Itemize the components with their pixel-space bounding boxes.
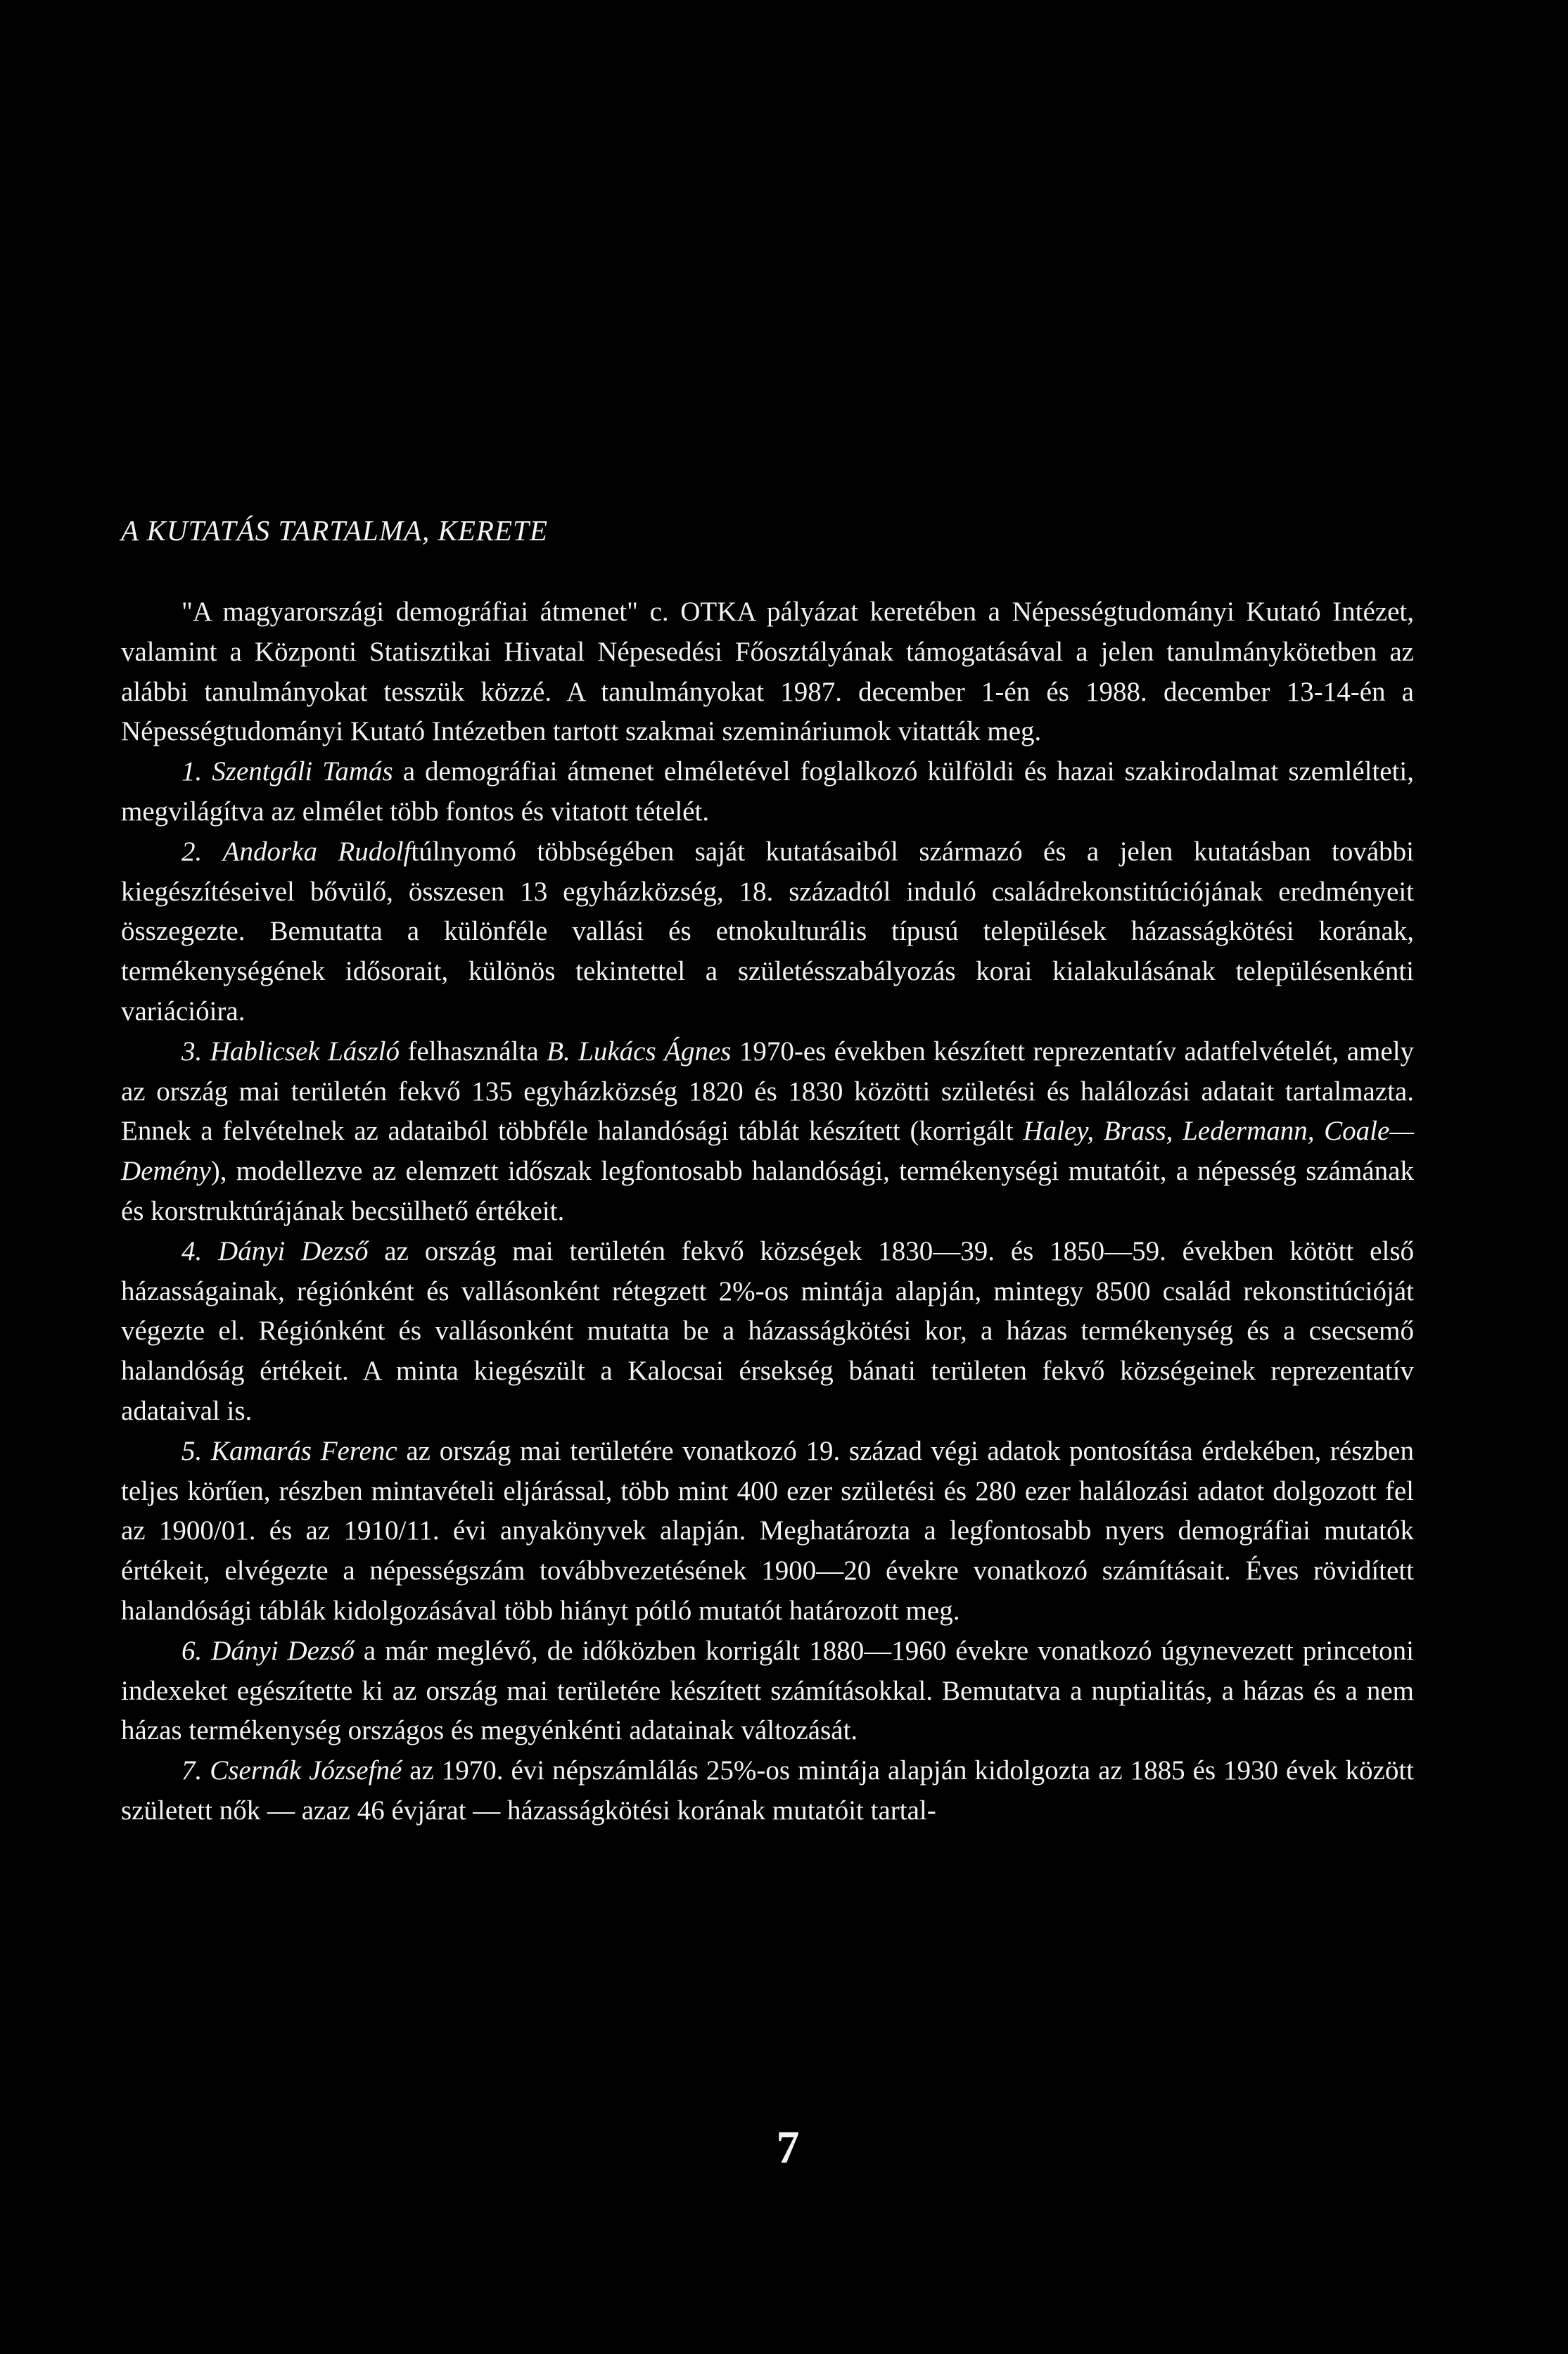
item-author: Csernák Józsefné [210, 1755, 402, 1786]
item-text: az ország mai területén fekvő községek 1830—39. és 1850—59. években kötött első házasságainak, régiónként és vallásonként rétegzett 2%-os mintája alapján, mintegy 8500 család rekonstitúcióját végezte el. Régiónként és vallásonként mutatta be a házasságkötési kor, a házas termékenység és a csecsemő halandóság értékeit. A minta kiegészült a Kalocsai érsekség bánati területen fekvő községeinek reprezentatív adataival is. [121, 1235, 1414, 1426]
item-author: Kamarás Ferenc [210, 1435, 397, 1466]
item-text: a már meglévő, de időközben korrigált 1880—1960 évekre vonatkozó úgynevezett princetoni indexeket egészítette ki az ország mai területére készített számításokkal. Bemutatva a nuptialitás, a házas és a nem házas termékenység országos és megyénkénti adatainak változását. [121, 1635, 1415, 1746]
item-paragraph-2 [121, 832, 1414, 1032]
item-author: Dányi Dezső [211, 1635, 355, 1666]
item-paragraph-6 [121, 1631, 1414, 1751]
item-text: az 1970. évi népszámlálás 25%-os mintája alapján kidolgozta az 1885 és 1930 évek között született nők — azaz 46 évjárat — házasságkötési korának mutatóit tartal- [121, 1755, 1415, 1826]
intro-text: "A magyarországi demográfiai átmenet" c. OTKA pályázat keretében a Népességtudományi Kutató Intézet, valamint a Központi Statisztikai Hivatal Népesedési Főosztályának támogatásával a jelen tanulmánykötetben az alábbi tanulmányokat tesszük közzé. A tanulmányokat 1987. december 1-én és 1988. december 13-14-én a Népességtudományi Kutató Intézetben tartott szakmai szemináriumok vitatták meg. [121, 597, 1414, 747]
item-text: túlnyomó többségében saját kutatásaiból származó és a jelen kutatásban további kiegészítéseivel bővülő, összesen 13 egyházközség, 18. századtól induló családrekonstitúciójának eredményeit összegezte. Bemutatta a különféle vallási és etnokulturális típusú települések házasságkötési korának, termékenységének idősorait, különös tekintettel a születésszabályozás korai kialakulásának településenkénti variációira. [121, 836, 1414, 1026]
item-author-secondary: B. Lukács Ágnes [547, 1036, 732, 1067]
item-methods: Haley, Brass, Ledermann, Coale—Demény [121, 1116, 1415, 1187]
item-paragraph-5 [121, 1432, 1414, 1631]
body-text [121, 592, 1414, 1831]
item-text: a demográfiai átmenet elméletével foglalkozó külföldi és hazai szakirodalmat szemlélteti, megvilágítva az elmélet több fontos és vitatott tételét. [121, 756, 1415, 827]
item-author: Andorka Rudolf [222, 836, 412, 867]
item-number: 6. [181, 1635, 203, 1666]
section-heading: A KUTATÁS TARTALMA, KERETE [121, 514, 548, 547]
intro-paragraph [121, 592, 1414, 752]
item-number: 7. [181, 1755, 203, 1786]
item-text-middle: 1970-es években készített reprezentatív adatfelvételét, amely az ország mai területén fekvő 135 egyházközség 1820 és 1830 közötti születési és halálozási adatait tartalmazta. Ennek a felvételnek az adataiból többféle halandósági táblát készített (korrigált [121, 1036, 1415, 1147]
item-text-before: felhasználta [407, 1036, 539, 1067]
item-paragraph-1 [121, 752, 1414, 832]
item-author: Dányi Dezső [218, 1235, 369, 1266]
item-author: Szentgáli Tamás [212, 756, 393, 787]
item-number: 4. [181, 1235, 203, 1266]
item-number: 1. [181, 756, 203, 787]
item-paragraph-7 [121, 1751, 1414, 1831]
item-text: az ország mai területére vonatkozó 19. század végi adatok pontosítása érdekében, részben teljes körűen, részben mintavételi eljárással, több mint 400 ezer születési és 280 ezer halálozási adatot dolgozott fel az 1900/01. és az 1910/11. évi anyakönyvek alapján. Meghatározta a legfontosabb nyers demográfiai mutatók értékeit, elvégezte a népességszám továbbvezetésének 1900—20 évekre vonatkozó számításait. Éves rövidített halandósági táblák kidolgozásával több hiányt pótló mutatót határozott meg. [121, 1435, 1414, 1626]
item-text-after: ), modellezve az elemzett időszak legfontosabb halandósági, termékenységi mutatóit, a népesség számának és korstruktúrájának becsülhető értékeit. [121, 1156, 1414, 1226]
item-number: 3. [181, 1036, 203, 1067]
page-number: 7 [776, 2122, 800, 2173]
item-number: 5. [181, 1435, 203, 1466]
item-author: Hablicsek László [210, 1036, 400, 1067]
item-paragraph-3 [121, 1032, 1414, 1232]
item-paragraph-4 [121, 1232, 1414, 1432]
item-number: 2. [181, 836, 203, 867]
